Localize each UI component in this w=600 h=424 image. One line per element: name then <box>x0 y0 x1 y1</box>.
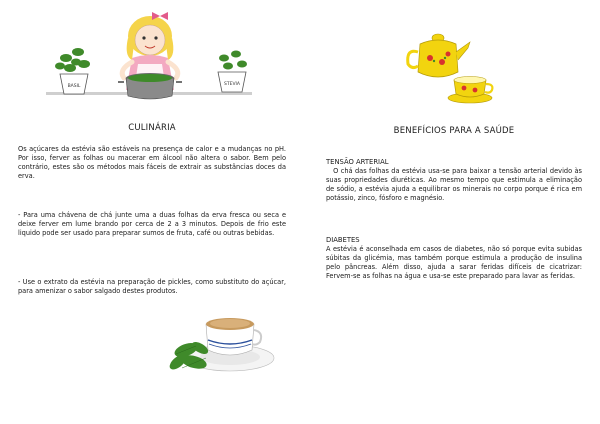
cook-girl-illustration <box>40 8 258 118</box>
culinaria-heading: CULINÁRIA <box>128 123 176 133</box>
pot-label-basil: BASIL <box>67 84 81 89</box>
culinaria-paragraph-3: - Use o extrato da estévia na preparação de pickles, como substituto do açúcar, para amenizar o sabor salgado destes produtos. <box>18 278 286 295</box>
tensao-arterial-text: O chá das folhas da estévia usa-se para baixar a tensão arterial devido às suas propriedades diuréticas. Ao mesmo tempo que estimula a eliminação de sódio, a estévia ajuda a equilibrar os minerais no corpo porque é rica em potássio, zinco, fósforo e magnésio. <box>326 167 585 202</box>
beneficios-heading: BENEFÍCIOS PARA A SAÚDE <box>393 126 515 136</box>
culinaria-paragraph-2: - Para uma chávena de chá junte uma a duas folhas da erva fresca ou seca e deixe ferver em lume brando por cerca de 2 a 3 minutos. Depois de frio este liquido pode ser usado para preparar sumos de fruta, café ou outras bebidas. <box>18 211 286 237</box>
pot-label-stevia: STEVIA <box>224 82 240 87</box>
beneficios-column <box>326 0 585 424</box>
culinaria-paragraph-1: Os açúcares da estévia são estáveis na presença de calor e a mudanças no pH. Por isso, ferver as folhas ou macerar em álcool não altera o sabor. Bem pelo contrário, estes são os métodos mais fáceis de extrair as substâncias doces da erva. <box>18 145 286 180</box>
tensao-arterial-title: TENSÃO ARTERIAL <box>326 158 389 166</box>
diabetes-title: DIABETES <box>326 236 360 244</box>
diabetes-text: A estévia é aconselhada em casos de diabetes, não só porque evita subidas súbitas da glicémia, mas também porque estimula a produção de insulina pelo pâncreas. Além disso, ajuda a sarar feridas difíceis de cicatrizar: Fervem-se as folhas na água e usa-se este preparado para lavar as feridas. <box>326 245 582 280</box>
teapot-illustration <box>406 28 498 108</box>
culinaria-column <box>18 0 286 424</box>
tea-cup-photo <box>166 300 278 378</box>
